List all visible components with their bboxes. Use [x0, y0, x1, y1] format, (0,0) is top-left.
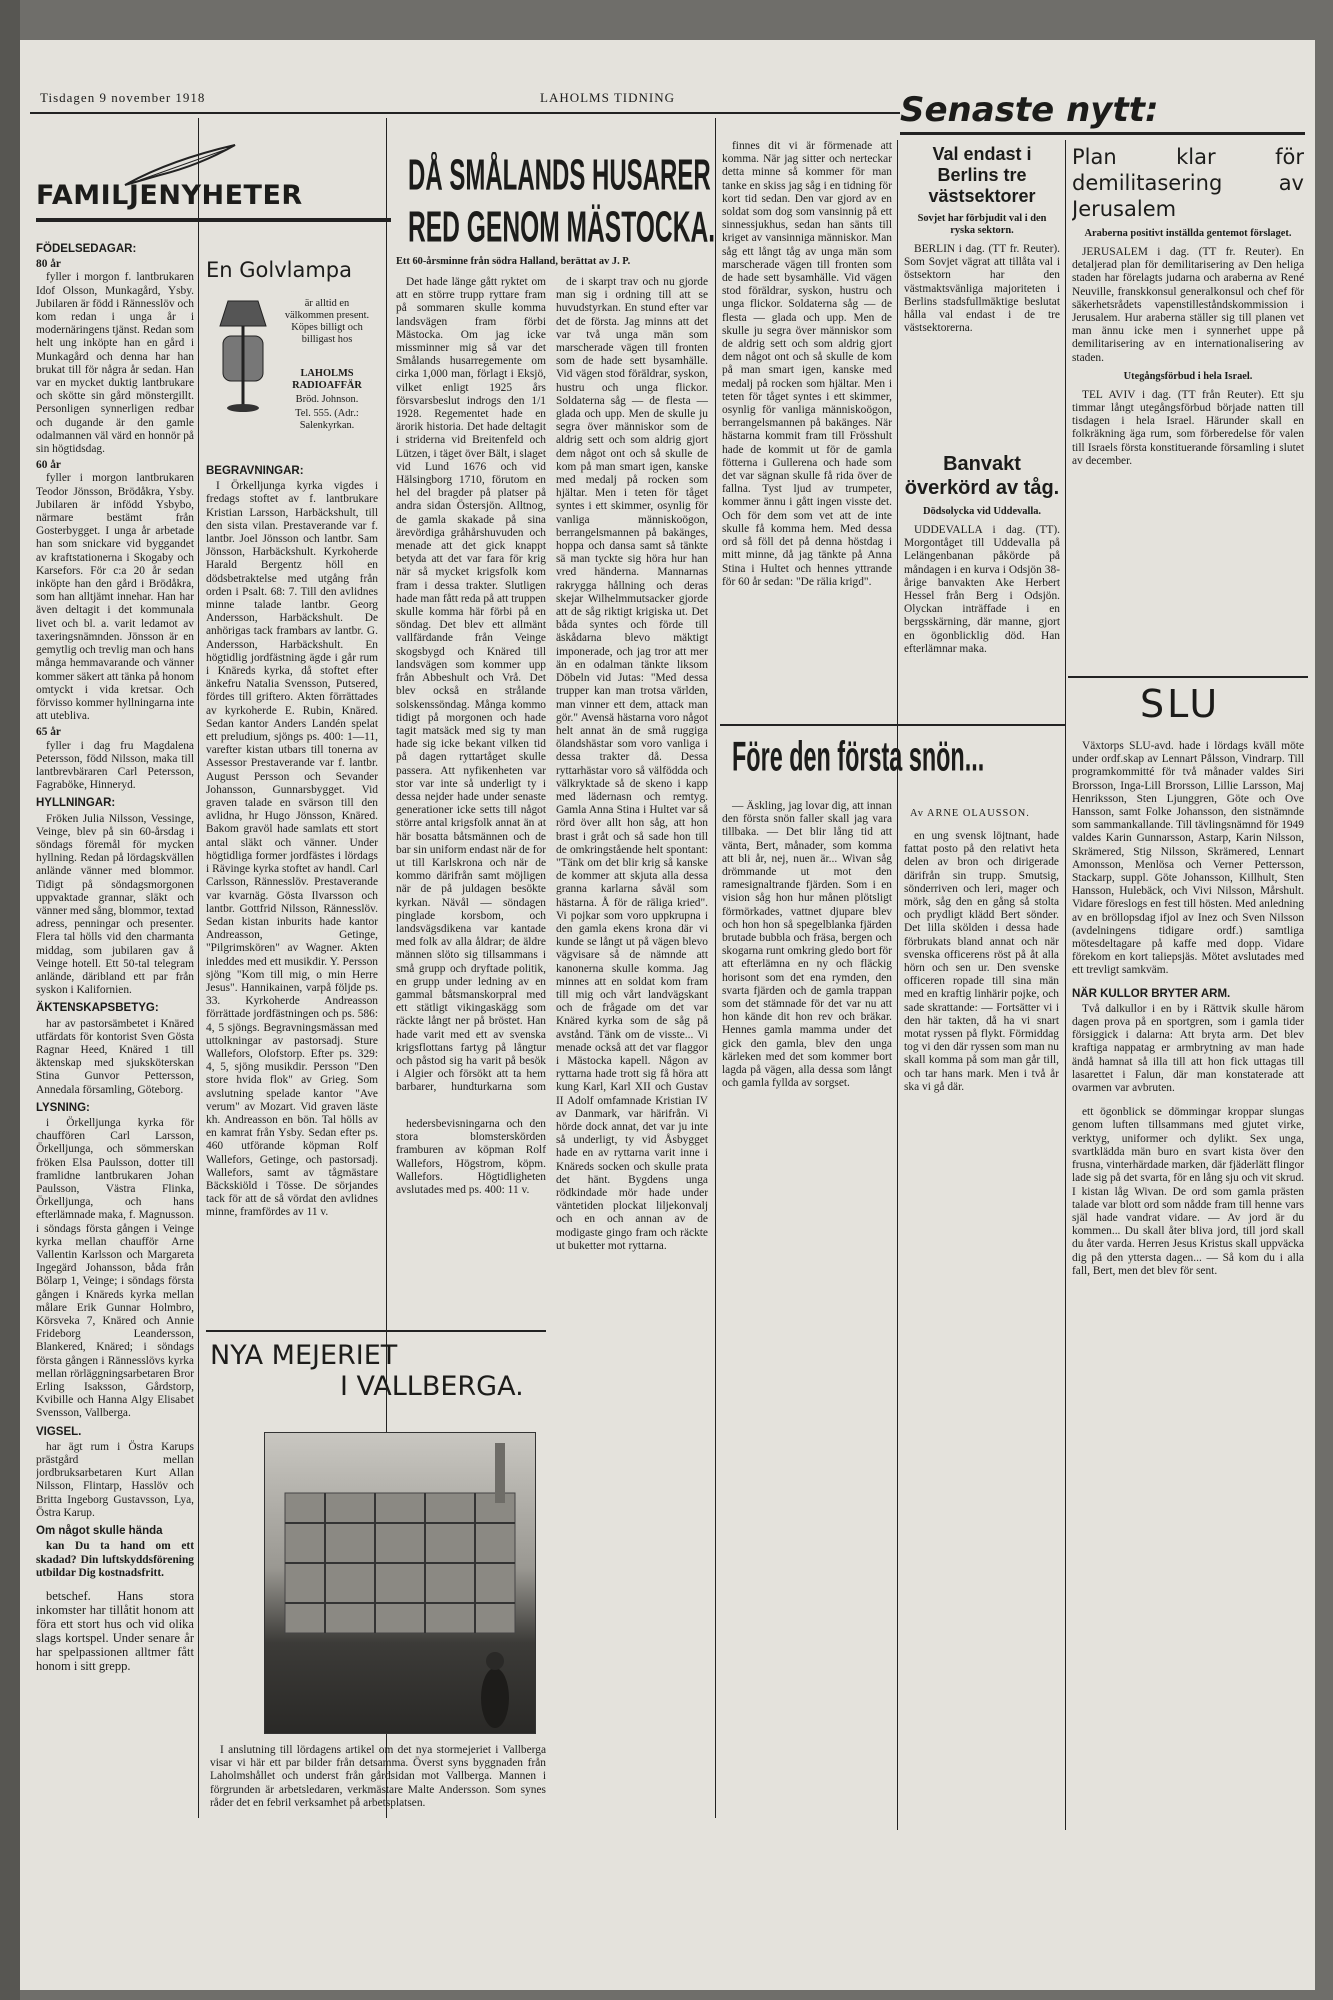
- vigsel-title: VIGSEL.: [36, 1425, 82, 1438]
- fore-snon-column-2: [904, 830, 1059, 1820]
- birthday-notice: fyller i dag fru Magdalena Petersson, född Nilsson, maka till lantbrevbäraren Carl Petersson, Fagraböke, Hinneryd.: [36, 739, 194, 792]
- vigsel-text: har ägt rum i Östra Karups prästgård mellan jordbruksarbetaren Kurt Allan Nilsson, Flintarp, Hasslöv och Britta Ingeborg Gustavsson, Lya, Östra Karup.: [36, 1440, 194, 1519]
- fore-snon-column-1: [722, 800, 892, 1820]
- banvakt-story: [904, 452, 1060, 722]
- mejeriet-headline: [210, 1340, 546, 1402]
- banvakt-text: UDDEVALLA i dag. (TT). Morgontåget till Uddevalla på Lelängenbanan påkörde på måndagen i en kurva i Odsjön 38-årige banvakten Ake Herbert Hessel från Berg i Odsjön. Olyckan inträffade i en bergsskärning, där manne, gjort en ögonblicklig död. Han efterlämnar maka.: [904, 524, 1060, 655]
- familjenyheter-heading: FAMILJENYHETER: [36, 180, 303, 211]
- ad-shop: LAHOLMS RADIOAFFÄR: [292, 368, 362, 391]
- val-headline: Val endast i Berlins tre västsektorer: [928, 144, 1036, 206]
- slu-column: [1072, 740, 1304, 1840]
- husarer-column-1: [396, 276, 546, 1096]
- begravningar-text: I Örkelljunga kyrka vigdes i fredags stoftet av f. lantbrukare Kristian Larsson, Harbäckshult, till den sista vilan. Prestaverande var f. lantbr. Joel Jönsson och lantbr. Sam Jönsson, Harbäckshult. Kyrkoherde Harald Bergentz höll en dödsbetraktelse med utgång från orden i Psalt. 68: 7. Till den avlidnes minne talade lantbr. Georg Andersson, Harbäckshult. De anhörigas tack frambars av lantbr. G. Andersson, Harbäckshult. En högtidlig jordfästning ägde i går rum i Knäreds kyrka, då stoftet efter änkefru Natalia Svensson, Putsered, fördes till griftero. Akten förrättades av kyrkoherde E. Rubin, Knäred. Sedan kantor Anders Landén spelat ett preludium, sjöngs ps. 400: 1—11, varefter kistan utbars till tonerna av Assessor Prestaverande var f. lantbr. August Persson och Sevander Johansson, Gunnarsbygget. Vid graven talade en svärson till den avlidna, hr Hugo Jönsson, Knäred. Bakom gravöl hade samlats ett stort antal släkt och vänner. Under högtidliga former jordfästes i lördags i Rävinge kyrka stoftet av handl. Carl Carlsson, Rännesslöv. Prestaverande var kvarnäg. Gösta Ilvarsson och lantbr. Gottfrid Nilsson, Rännesslöv. Sedan kistan inburits hade kantor Andreasson, Getinge, "Pilgrimskören" av Wagner. Akten inleddes med ett musikdir. Y. Persson sjöng "Kom till mig, o min Herre Jesus". Hannikainen, varpå följde ps. 33. Kyrkoherde Andreasson förrättade jordfästningen och ps. 586: 4, 5 sjöngs. Begravningsmässan med uttolkningar av pastorsadj. Sture Wallefors, Olofstorp. Efter ps. 329: 4, 5, sjöng musikdir. Persson "Den store hvida flok" av Grieg. Som avslutning spelade kantor "Ave verum" av Mozart. Vid graven läste kh. Andreasson en bön. Tal hölls av en kamrat från Ysby. Sedan efter ps. 460 utförande köpman Rolf Wallefors, Getinge, och pastorsadj. Wallefors, samt av tågmästare Bäckskiöld i Tösse. De sörjandes tack för att de så vördat den avlidnes minne, framfördes av 11 v.: [206, 480, 378, 1219]
- jerusalem-story: [1072, 144, 1304, 664]
- birthday-age: 60 år: [36, 459, 61, 472]
- headline-line: I VALLBERGA.: [340, 1371, 524, 1402]
- tel-aviv-subhead: Utegångsförbud i hela Israel.: [1123, 370, 1253, 382]
- slu-headline: SLU: [1140, 682, 1221, 726]
- headline-line: RED GENOM MÄSTOCKA.: [408, 204, 716, 252]
- article-text: finnes dit vi är förmenade att komma. När jag sitter och nerteckar detta minne så kommer för man tanke en skiss jag såg i en tidning för kort tid sedan. Den var gjord av en soldat som dog som vansinnig på ett sinnessjukhus, sedan han sänts till kriget av vansinniga människor. Man såg ett långt tåg av unga män som marscherade vägen till fronten som de hade sett bysamhälle. Vid vägen stod föräldrar, syskon, hustru och unga flickor. Soldaterna såg — de flesta — glada och upp. Men de skulle ju segra över människor som de aldrig sett och som aldrig gjort dem något ont och så skulle de kom på man smart igen, kanske med medalj på rocken som hjältar. Men i teten för tåget syntes i ett skimmer, osynlig för vanliga människoögon, berrangelsmannen på bakänges. När hästarna kommit fram till Frösshult hade de kommit ut för de gamla fötterna i Gullerena och hade som det var sägnan skulle få rida över de fallna. Tyst ljud av trumpeter, kommer ännu i gått ingen visste det. Och för dem som vet att de inte skulle få komma hem. Med dessa ord så föll det på denna höstdag i mitt minne, då jag tänkte på Anna Stina i Hultet och hennes yttrande för 60 år sedan: "De rälia krigd".: [722, 140, 892, 588]
- column-rule: [198, 118, 199, 1818]
- ad-title: En Golvlampa: [206, 258, 352, 282]
- story-text: — Äskling, jag lovar dig, att innan den första snön faller skall jag vara tillbaka. — Det blir lång tid att vänta, Bert, månader, som komma att bli år, nej, nuen är... Wivan såg drömmande ut mot den ramesignaltrande fjärden. Som i en vision såg hon hur månen plötsligt förmörkades, vattnet djupare blev och hon hon så spegelblanka fjärden brutade bubbla och fräsa, bergen och skogarna runt omkring gledo bort för att efterlämna en ny och fläckig horisont som det ena rymden, den svarta fjärden och de gamla trappan som det stämnade för det var nu att hon kände dit hon rev och bräkar. Hennes gamla mamma under det gick den gamla, blev den unga kärleken med det som kommer bort lagda på vägen, alla dessa som långt och gamla fyllda av sorgset.: [722, 800, 892, 1090]
- ad-body: är alltid en välkommen present. Köpes billigt och billigast hos: [284, 298, 370, 345]
- senaste-nytt-heading: Senaste nytt:: [900, 90, 1159, 130]
- heading-rule: [36, 218, 391, 222]
- birthday-notice: fyller i morgon lantbrukaren Teodor Jönsson, Brödåkra, Ysby. Jubilaren är infödd Ysbybo, närmare bestämt från Gosterbygget. I unga år arbetade han som snickare vid byggandet av kraftstationerna i Skogaby och Karsefors. För c:a 20 år sedan inköpte han den gård i Brödåkra, som han alltjämt innehar. Han har även deltagit i det kommunala livet och bl. a. varit ledamot av taxeringsnämnden. Jönsson är en gemytlig och trevlig man och hans många hemmavarande och vänner kommer säkert att tänka på honom omtyckt i vida kretsar. Och förvisso kommer hyllningarna inte att utebliva.: [36, 472, 194, 723]
- paper-name: LAHOLMS TIDNING: [540, 90, 676, 105]
- bryter-arm-title: NÄR KULLOR BRYTER ARM.: [1072, 987, 1231, 1000]
- section-rule: [206, 1330, 546, 1332]
- slu-text: Växtorps SLU-avd. hade i lördags kväll möte under ordf.skap av Lennart Pålsson, Vindrarp. Till programkommitté för två månader valdes Siri Brorsson, Inga-Lill Brorsson, Lillie Larsson, Maj Henriksson, Sten Ljunggren, Göte och Ove Hansson, samt Folke Johansson, den sistnämnde som sammankallande. Till tävlingsnämnd för 1949 valdes Karin Gunnarsson, Astarp, Karin Nilsson, Skrämered, Stig Nilsson, Skrämered, Lennart Amonsson, Menlösa och Verner Pettersson, Stackarp, suppl. Göte Johansson, Killhult, Sten Hansson, Hulebäck, och Vivi Nilsson, Mårshult. Vidare föreslogs en fest till hösten. Med anledning av en bröllopsdag ifjol av Inez och Sven Nilsson (avdelningens tidigare ordf.) samtliga mötesdeltagare på kaffe med dopp. Vidare förekom en kort taliepsjäs. Mötet avslutades med ett trevligt samkväm.: [1072, 740, 1304, 977]
- article-text: hedersbevisningarna och den stora blomsterskörden framburen av köpman Rolf Wallefors, Högstrom, köpm. Wallefors. Högtidligheten avslutades med ps. 400: 11 v.: [396, 1118, 546, 1197]
- husarer-subtitle: Ett 60-årsminne från södra Halland, berättat av J. P.: [396, 256, 631, 267]
- lysning-text: i Örkelljunga kyrka för chauffören Carl Larsson, Örkelljunga, och sömmerskan fröken Elsa Paulsson, dotter till framlidne lantbrukaren Johan Paulsson, Västra Flinka, Örkelljunga, och hans efterlämnade maka, f. Magnusson. i söndags första gången i Veinge kyrka mellan chaufför Arne Vallentin Karlsson och Margareta Ingegärd Johansson, båda från Bölarp 1, Veinge; i söndags första gången i Knäreds kyrka mellan målare Erik Gunnar Holmbro, Körsveka 7, Knäred och Annie Frideborg Leandersson, Blankered, Knäred; i söndags första gången i Rännesslövs kyrka mellan rörläggningsarbetaren Bror Erling Isaksson, Gårdstorp, Kvibille och Hanna Algy Elisabet Svensson, Vallberga.: [36, 1117, 194, 1420]
- husarer-column-1-tail: [396, 1118, 546, 1308]
- story-text: en ung svensk löjtnant, hade fattat posto på den relativt heta delen av bron och dirigerade därifrån sin trupp. Smutsig, sönderriven och leri, mager och mörk, såg den en gång så stolta och prydligt klädd Bert sönder. Det lilla skölden i dessa hade förbrukats bland annat och när svenska officerens röst på åt alla hörn och sen ur. Den svenske officeren ropade till sina män med en kraftig linhärir pojke, och sade skrattande: — Fortsätter vi i den här takten, då ha vi snart motat ryssen på flykt. Förmiddag tog vi den där ryssen som man nu skall komma på som man går till, och tar hans mark. Men i två år ska vi gå där.: [904, 830, 1059, 1093]
- birthday-age: 80 år: [36, 258, 61, 271]
- story-text: ett ögonblick se dömmingar kroppar slungas genom luften tillsammans med gjutet virke, verktyg, uniformer och dylikt. Sex unga, svartklädda män buro en svart kista över den frusna, vinterhärdade marken, där fjäderlätt flingor lade sig på det svarta, för en lång sju och vit skrud. I kistan låg Wivan. De ord som gamla prästen talade var blott ord som nådde fram till henne vars själ hade vandrat vidare. — Av jord är du kommen... Du skall åter bliva jord, till jord skall du åter varda. Herren Jesus Kristus skall uppväcka dig på den yttersta dagen... — Så kom du i alla fall, Bert, men det blev för sent.: [1072, 1106, 1304, 1277]
- headline-line: DÅ SMÅLANDS HUSARER: [408, 152, 711, 200]
- aktenskap-text: har av pastorsämbetet i Knäred utfärdats för kontorist Sven Gösta Ragnar Heed, Knäred 1 till äktenskap med sjuksköterskan Stina Gunvor Pettersson, Annedala församling, Göteborg.: [36, 1017, 194, 1096]
- jerusalem-text: JERUSALEM i dag. (TT fr. Reuter). En detaljerad plan för demilitarisering av Den heliga staden har förelagts judarna och araberna av René Neuville, franskkonsul generalkonsul och chef för säkerhetsrådets vapenstilleståndskommission i Jerusalem. Hur araberna ställer sig till planen vet man ännu icke men i synnerhet uppe på demilitarisering av en internationalisering av staden.: [1072, 246, 1304, 364]
- val-text: BERLIN i dag. (TT fr. Reuter). Som Sovjet vägrat att tillåta val i östsektorn har den västmaktsvänliga majoriteten i Berlins stadsfullmäktige beslutat hålla val endast i de tre västsektorerna.: [904, 243, 1060, 335]
- begravningar-title: BEGRAVNINGAR:: [206, 465, 304, 477]
- husarer-headline: [408, 152, 716, 252]
- golvlampa-ad: [206, 258, 376, 448]
- fore-snon-headline: Före den första snön...: [732, 734, 985, 781]
- scan-edge: [0, 0, 20, 2000]
- header-rule: [30, 112, 900, 114]
- birthday-age: 65 år: [36, 726, 61, 739]
- column-rule: [897, 140, 898, 1830]
- section-rule: [1068, 676, 1308, 678]
- begravningar-column: [206, 460, 378, 1330]
- section-rule: [720, 724, 1065, 726]
- ad-phone: Tel. 555. (Adr.: Salenkyrkan.: [295, 408, 359, 431]
- hyllningar-text: Fröken Julia Nilsson, Vessinge, Veinge, blev på sin 60-årsdag i söndags föremål för mycken hyllning. Redan på lördagskvällen anlände vänner med blommor. Tidigt på söndagsmorgonen uppvaktade grannar, släkt och vänner med sång, blommor, textad adress, penningar och presenter. Flera tal hölls vid den charmanta middag, som jubilaren gav å Veinge hotell. Ett 50-tal telegram anlände, däribland ett par från syskon i Kalifornien.: [36, 812, 194, 997]
- birthday-notice: fyller i morgon f. lantbrukaren Idof Olsson, Munkagård, Ysby. Jubilaren är född i Rännesslöv och kom redan i unga år i modernäringens tjänst. Redan som helt ung inköpte han en gård i Munkagård och denna har han brukat till för några år sedan. Han var en mycket duktig lantbrukare och skötte sin gård mönstergillt. Personligen synnerligen redbar och dugande är den gamle odalmannen väl värd en honnör på sin högtidsdag.: [36, 271, 194, 456]
- column-rule: [715, 118, 716, 1818]
- jerusalem-headline: Plan klar för demilitasering av Jerusalem: [1072, 145, 1304, 221]
- familjenyheter-column: [36, 238, 194, 1798]
- continued-text: betschef. Hans stora inkomster har tillåtit honom att föra ett stort hus och vid olika slags kortspel. Under senare år har spelpassionen alltmer fått honom i sitt grepp.: [36, 1588, 194, 1673]
- val-berlin-story: [904, 144, 1060, 444]
- hyllningar-title: HYLLNINGAR:: [36, 797, 116, 810]
- skydd-text: kan Du ta hand om ett skadad? Din luftskyddsförening utbildar Dig kostnadsfritt.: [36, 1540, 194, 1579]
- article-text: de i skarpt trav och nu gjorde man sig i ordning till att se huvudstyrkan. En stund efter var det de första. Jag minns att det var två unga män som marscherade vägen till fronten som de hade sett bysamhälle. Vid vägen stod föräldrar, syskon, hustru och unga flickor. Soldaterna såg — de flesta — glada och upp. Men de skulle ju segra över människor som de aldrig sett och som aldrig gjort dem något ont och så skulle de kom på man smart igen, kanske med medalj på rocken som hjältar. Men i teten för tåget syntes i ett skimmer, osynlig för vanliga människoögon, berrangelsmannen på bakänges, hoppa och dansa samt så tänkte sä man tyckte sig höra hur han vred händerna. Mannarnas rakrygga hållning och deras skejar Wilhelmmutsacker gjorde att de såg riktigt krigiska ut. Det båda syntes och förde till äskådarna blevo mäktigt imponerade, och jag tror att mer än en odalman tänkte liksom Döbeln vid Jutas: "Med dessa trupper kan man trotsa världen, man vinner ett dem, attack man gör." Avensä hästarna voro något helt annat än de små ruggiga ölandshästar som voro vanliga i dessa trakter då. Dessa ryttarhästar voro så välfödda och välkryktade så de skeno i kapp med lädernasn och remtyg. Gamla Anna Stina i Hultet var så rörd över allt hon såg, att hon brast i gråt och så sade hon till de omkringstående helt spontant: "Tänk om det blir krig så kanske de kommer att skjuta alla dessa granna karlarna såväl som hästarna. Å för de räliga kried". Vi pojkar som voro uppkrupna i den gamla ekens krona där vi kunde se långt ut på vägen blevo vägvisare så de nämnde att kanonerna skulle komma. Jag minnes att en soldat kom fram till mig och vårt landvägskant och de frågade om det var Knäred kyrka som de såg på avstånd. Tänk om de visste... Vi menade också att det var flaggor i Mästocka kapell. Någon av ryttarna hade trott sig få höra att kung Karl, Karl XII och Gustav II Adolf omfamnade Kristian IV av Danmark, var härifrån. Vi hörde dock annat, det var ju inte så underligt, ty vid Åsbygget hade en av ryttarna varit inne i Knäreds socken och skulle prata det hänt. Bygdens unga rödkindade mör hade under väntetiden plockat liljekonvalj och en och annan av de modigaste gingo fram och räckte ut buketter mot ryttarna.: [556, 276, 708, 1252]
- floor-lamp-icon: [208, 296, 278, 416]
- skydd-title: Om något skulle hända: [36, 1525, 163, 1538]
- husarer-column-2: [556, 276, 708, 1596]
- headline-line: NYA MEJERIET: [210, 1340, 398, 1371]
- newspaper-page: [20, 40, 1315, 1990]
- banvakt-headline: Banvakt överkörd av tåg.: [904, 453, 1060, 499]
- dairy-construction-photo: [264, 1432, 536, 1734]
- fodelsedagar-title: FÖDELSEDAGAR:: [36, 243, 137, 255]
- article-text: Det hade länge gått ryktet om att en större trupp ryttare fram på sommaren skulle komma landsvägen fram förbi Mästocka. Om jag icke missminner mig så var det Smålands husarregemente om cirka 1,000 man, förlagt i Eksjö, vilket enligt 1925 års försvarsbeslut indrogs den 1/1 1928. Regementet hade en ärorik historia. Det hade deltagit i striderna vid Breitenfeld och Lützen, i täget över Bält, i slaget vid Lund 1676 och vid Hälsingborg 1710, förutom en hel del bragder på platser på andra sidan Östersjön. Alltnog, de gamla skakade på sina ärevördiga gråhårshuvuden och menade att det gick knappt betyda att det var fara för krig när så mycket krigsfolk kom fram i dessa trakter. Slutligen hade man fått reda på att truppen skulle komma här förbi på en söndag. Det blev ett allmänt vallfärdande från Veinge skogsbygd och Knäred till landsvägen som kommer upp från Abbeshult och Vrå. Det blev också en strålande solskenssöndag. Många kommo tidigt på morgonen och hade tagit matsäck med sig ty man hade sig icke bekant vilken tid på dagen ryttartåget skulle passera. Att nyfikenheten var stor var inte så underligt ty i dessa nejder hade under senaste generationer icke setts till något större antal krigsfolk annat än at här bosatta båtsmännen och de bar sin uniform endast när de for ut till Karlskrona och när de kommo därifrån samt möjligen när de på juldagen besökte kyrkan. Nävål — söndagen pinglade korsbom, och landsvägsdikena var kantade med folk av alla åldrar; de äldre männen slöto sig tillsammans i små grupp och dryftade politik, en grupp under ledning av en gammal båtsmanskorpral med ett stätligt vikingaskägg som räckte långt ner på bröstet. Han hade varit med ett av svenska krigsflottans fartyg på långtur och påstod sig ha varit på besök i Algier och försökt att ta hem barbarer, hundturkarna som: [396, 276, 546, 1094]
- aktenskap-title: ÄKTENSKAPSBETYG:: [36, 1002, 159, 1015]
- mejeriet-caption: [210, 1744, 546, 1824]
- ad-owner: Bröd. Johnson.: [295, 394, 359, 405]
- hultet-column: [722, 140, 892, 720]
- photo-caption: I anslutning till lördagens artikel om det nya stormejeriet i Vallberga visar vi här ett par bilder från detsamma. Överst syns byggnaden från Laholmshållet och underst från gårdsidan mot Vallberga. Mannen i förgrunden är arbetsledaren, verkmästare Malte Andersson. Som synes råder det en febril verksamhet på arbetsplatsen.: [210, 1744, 546, 1809]
- banvakt-subhead: Dödsolycka vid Uddevalla.: [922, 506, 1042, 517]
- bryter-arm-text: Två dalkullor i en by i Rättvik skulle härom dagen prova på en sportgren, som i gamla tider försiggick i dalarna: Att bryta arm. Det blev kraftiga nappatag er armbrytning av man hade ändå hamnat så illa till att hon fick uttagas till lasarettet i Falun, där man konstaterade att ovarmen var avbruten.: [1072, 1002, 1304, 1095]
- tel-aviv-text: TEL AVIV i dag. (TT från Reuter). Ett sju timmar långt utegångsförbud började natten till tisdagen i hela Israel. Härunder skall en folkräkning äga rum, som förberedelse för valen till Israels första konstituerande församling i slutet av december.: [1072, 388, 1304, 467]
- val-subhead: Sovjet har förbjudit val i den ryska sektorn.: [917, 213, 1047, 236]
- lysning-title: LYSNING:: [36, 1101, 90, 1114]
- jerusalem-subhead: Araberna positivt inställda gentemot förslaget.: [1084, 228, 1292, 239]
- senaste-rule: [900, 132, 1305, 135]
- column-rule: [1065, 140, 1066, 1830]
- issue-date: Tisdagen 9 november 1918: [40, 90, 206, 105]
- fore-snon-author: Av ARNE OLAUSSON.: [910, 808, 1030, 819]
